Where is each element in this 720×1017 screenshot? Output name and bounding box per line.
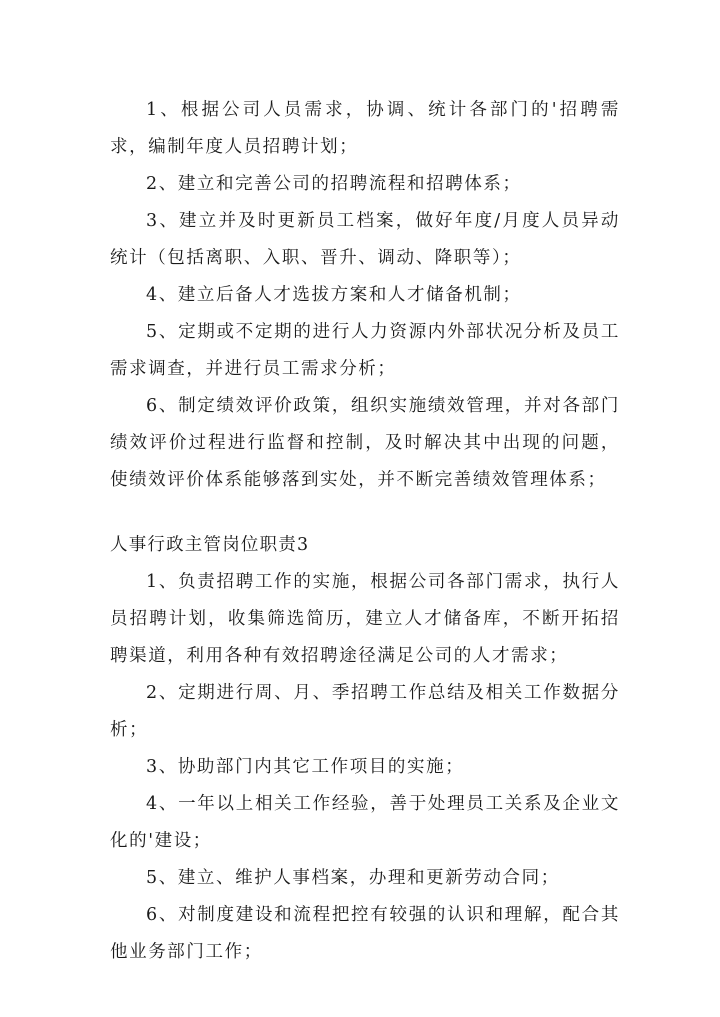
section2-item-2: 2、定期进行周、月、季招聘工作总结及相关工作数据分析； xyxy=(110,683,620,740)
document-body xyxy=(110,92,620,971)
section1-item-4: 4、建立后备人才选拔方案和人才储备机制； xyxy=(146,285,522,305)
section1-item-6: 6、制定绩效评价政策，组织实施绩效管理，并对各部门绩效评价过程进行监督和控制，及时解决其中出现的问题，使绩效评价体系能够落到实处，并不断完善绩效管理体系； xyxy=(110,396,620,490)
section2-item-4: 4、一年以上相关工作经验，善于处理员工关系及企业文化的'建设； xyxy=(110,794,620,851)
section2-heading: 人事行政主管岗位职责3 xyxy=(110,535,310,555)
section2-item-3: 3、协助部门内其它工作项目的实施； xyxy=(146,757,465,777)
section1-item-5: 5、定期或不定期的进行人力资源内外部状况分析及员工需求调查，并进行员工需求分析； xyxy=(110,322,620,379)
section1-item-2: 2、建立和完善公司的招聘流程和招聘体系； xyxy=(146,174,522,194)
section1-item-1: 1、根据公司人员需求，协调、统计各部门的'招聘需求，编制年度人员招聘计划； xyxy=(110,100,620,157)
section2-item-5: 5、建立、维护人事档案，办理和更新劳动合同； xyxy=(146,868,560,888)
section2-item-6: 6、对制度建设和流程把控有较强的认识和理解，配合其他业务部门工作； xyxy=(110,905,620,962)
section2-item-1: 1、负责招聘工作的实施，根据公司各部门需求，执行人员招聘计划，收集筛选简历，建立人才储备库，不断开拓招聘渠道，利用各种有效招聘途径满足公司的人才需求； xyxy=(110,572,620,666)
section1-item-3: 3、建立并及时更新员工档案，做好年度/月度人员异动统计（包括离职、入职、晋升、调动、降职等）； xyxy=(110,211,620,268)
